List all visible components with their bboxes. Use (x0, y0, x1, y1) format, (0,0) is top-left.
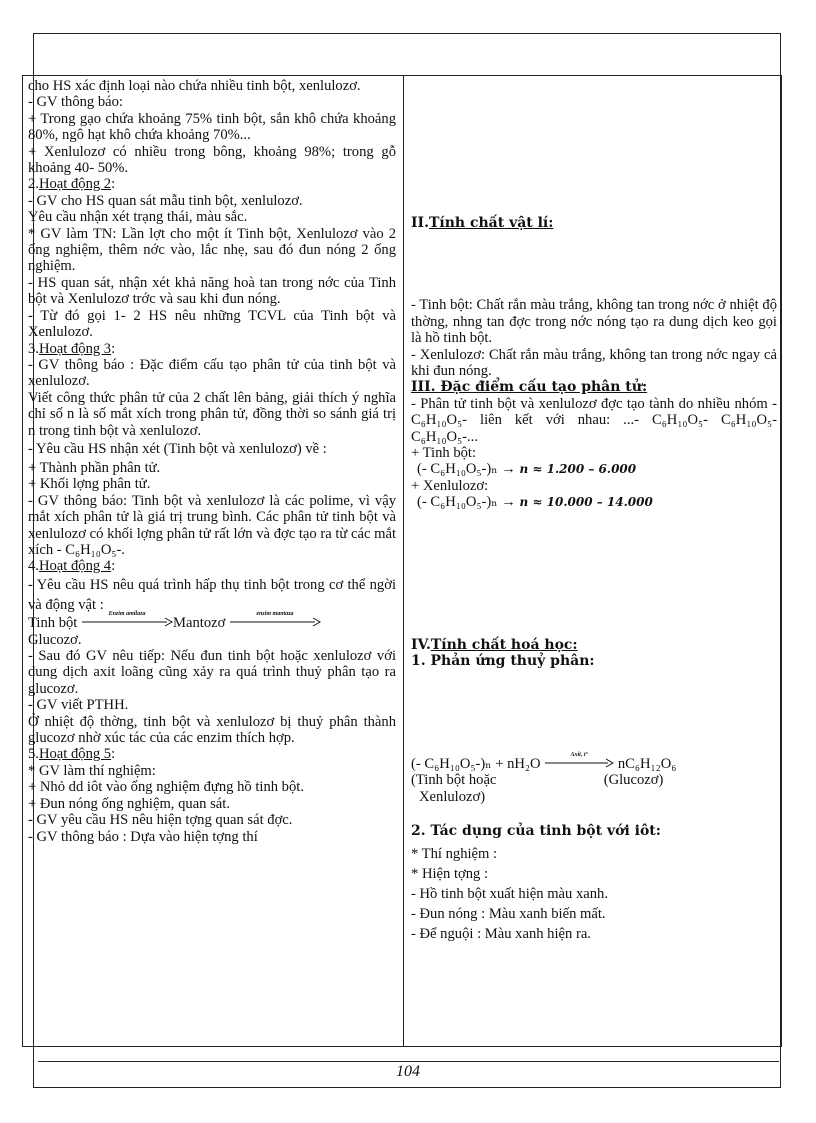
arrow-label: enzim mantaza (256, 611, 294, 618)
text-line: * GV làm thí nghiệm: (28, 762, 156, 779)
text-line: + Khối lợng phân tử. (28, 476, 151, 493)
formula-starch (411, 461, 777, 477)
arrow-label: Enzim amilaza (108, 611, 146, 618)
note-reactant-2: Xenlulozơ) (419, 788, 486, 805)
text-line: - GV cho HS quan sát mẫu tinh bột, xenlulozơ. (28, 192, 303, 209)
text-line: - GV viết PTHH. (28, 697, 129, 714)
text-line: - Để nguội : Màu xanh hiện ra. (411, 925, 591, 942)
n-range: n ≈ 1.200 – 6.000 (519, 462, 637, 477)
note-product: (Glucozơ) (603, 772, 664, 789)
activity-title: Hoạt động 5 (38, 746, 112, 763)
activities-column (28, 78, 396, 1044)
text-line: + Đun nóng ống nghiệm, quan sát. (28, 795, 230, 812)
text-line: - HS quan sát, nhận xét khả năng hoà tan trong nớc của Tinh bột và Xenlulozơ trớc và sau khi đun nóng. (28, 274, 396, 308)
formula: (- C₆H₁₀O₅-)ₙ (417, 494, 498, 511)
section-number: II. (411, 215, 429, 231)
section-heading-physical (411, 215, 777, 231)
enzyme-arrow-2 (229, 611, 321, 631)
text-line: + Trong gạo chứa khoảng 75% tinh bột, sắn khô chứa khoảng 80%, ngô hạt khô chứa khoảng 70%... (28, 110, 396, 144)
content-column (411, 78, 777, 944)
activity-heading: 2.Hoạt động 2: (28, 176, 116, 193)
text-line: - Yêu cầu HS nhận xét (Tinh bột và xenlulozơ) về : (28, 440, 327, 457)
text-line: Viết công thức phân tử của 2 chất lên bảng, giải thích ý nghĩa chỉ số n là số mắt xích trong phân tử, đồng thời so sánh giá trị n trong tinh bột và xenlulozơ. (28, 389, 396, 439)
equation-right: nC₆H₁₂O₆ (617, 755, 677, 772)
text-line: * GV làm TN: Lần lợt cho một ít Tinh bột, Xenlulozơ vào 2 ống nghiệm, thêm nớc vào, lắc nhẹ, sau đó đun nóng 2 ống nghiệm. (28, 225, 396, 275)
text-line: + Nhỏ dd iôt vào ống nghiệm đựng hồ tinh bột. (28, 779, 304, 796)
text-line: cho HS xác định loại nào chứa nhiều tinh bột, xenlulozơ. (28, 78, 361, 94)
formula-cellulose (411, 494, 777, 510)
text-line: - Phân tử tinh bột và xenlulozơ đợc tạo tành do nhiều nhóm - C₆H₁₀O₅- liên kết với nhau: ...- C₆H₁₀O₅- C₆H₁₀O₅- C₆H₁₀O₅-... (411, 395, 777, 445)
starch-label: Tinh bột (28, 614, 78, 631)
text-line: * Thí nghiệm : (411, 845, 498, 862)
text-line: + Xenlulozơ: (411, 477, 489, 494)
text-line: + Tinh bột: (411, 445, 477, 462)
text-line: * Hiện tợng : (411, 865, 489, 882)
text-line: - Từ đó gọi 1- 2 HS nêu những TCVL của Tinh bột và Xenlulozơ. (28, 307, 396, 341)
reaction-condition: Axit, t° (570, 751, 588, 758)
section-heading-chemical (411, 637, 777, 653)
text-line: - GV thông báo : Đặc điểm cấu tạo phân tử của tinh bột và xenlulozơ. (28, 356, 396, 390)
formula: (- C₆H₁₀O₅-)ₙ (417, 461, 498, 478)
text-line: - GV thông báo : Dựa vào hiện tợng thí (28, 828, 258, 845)
activity-heading: 4.Hoạt động 4: (28, 558, 116, 575)
text-line: Ở nhiệt độ thờng, tinh bột và xenlulozơ bị thuỷ phân thành glucozơ nhờ xúc tác của các enzim thích hợp. (28, 713, 396, 747)
activity-title: Hoạt động 4 (38, 558, 112, 575)
section-title: Tính chất vật lí: (428, 215, 554, 231)
text-line: - Yêu cầu HS nêu quá trình hấp thụ tinh bột trong cơ thể ngời và động vật : (28, 576, 396, 613)
maltose-label: Mantozơ (173, 614, 226, 631)
lesson-table (22, 75, 782, 1047)
text-line: - GV yêu cầu HS nêu hiện tợng quan sát đợc. (28, 812, 293, 829)
note-reactant: (Tinh bột hoặc (411, 772, 497, 789)
footer-rule (38, 1061, 779, 1062)
text-line: - GV thông báo: Tinh bột và xenlulozơ là các polime, vì vậy mắt xích phân tử là giá trị trung bình. Các phân tử tinh bột và xenlulozơ có khối lợng phân tử rất lớn và đợc tạo ra từ các mắt xích - C₆H₁₀O₅-. (28, 492, 396, 558)
subsection-hydrolysis: 1. Phản ứng thuỷ phân: (411, 653, 595, 670)
text-line: + Thành phần phân tử. (28, 459, 161, 476)
text-line: - Tinh bột: Chất rắn màu trắng, không tan trong nớc ở nhiệt độ thờng, nhng tan đợc trong nớc nóng tạo ra dung dịch keo gọi là hồ tinh bột. (411, 297, 777, 347)
text-line: - GV thông báo: (28, 94, 123, 111)
glucose-label: Glucozơ. (28, 631, 82, 648)
text-line: Yêu cầu nhận xét trạng thái, màu sắc. (28, 209, 248, 226)
activity-heading: 5.Hoạt động 5: (28, 746, 116, 763)
reaction-arrow (544, 751, 614, 772)
text-line: - Xenlulozơ: Chất rắn màu trắng, không tan trong nớc ngay cả khi đun nóng. (411, 346, 777, 380)
section-heading-structure: III. Đặc điểm cấu tạo phân tử: (411, 379, 648, 396)
activity-heading: 3.Hoạt động 3: (28, 340, 116, 357)
page-number: 104 (396, 1063, 420, 1080)
equation-left: (- C₆H₁₀O₅-)ₙ + nH₂O (411, 755, 541, 772)
text-line: - Hồ tinh bột xuất hiện màu xanh. (411, 885, 608, 902)
arrow-right-icon: → (501, 461, 516, 478)
text-line: - Sau đó GV nêu tiếp: Nếu đun tinh bột hoặc xenlulozơ với dung dịch axit loãng cũng xảy ra quá trình thuỷ phân tạo ra glucozơ. (28, 648, 396, 697)
column-divider (403, 76, 404, 1046)
section-number: IV. (411, 636, 431, 653)
subsection-iodine: 2. Tác dụng của tinh bột với iôt: (411, 823, 661, 840)
arrow-right-icon: → (501, 494, 516, 511)
section-title: Tính chất hoá học: (430, 636, 578, 653)
activity-title: Hoạt động 3 (38, 340, 112, 357)
activity-title: Hoạt động 2 (38, 176, 112, 193)
enzyme-arrow-1 (81, 611, 173, 631)
digestion-scheme (28, 611, 396, 632)
hydrolysis-equation (411, 751, 777, 773)
n-range: n ≈ 10.000 – 14.000 (519, 495, 653, 510)
text-line: + Xenlulozơ có nhiều trong bông, khoảng 98%; trong gỗ khoảng 40- 50%. (28, 143, 396, 177)
equation-notes (411, 772, 777, 788)
text-line: - Đun nóng : Màu xanh biến mất. (411, 905, 606, 922)
